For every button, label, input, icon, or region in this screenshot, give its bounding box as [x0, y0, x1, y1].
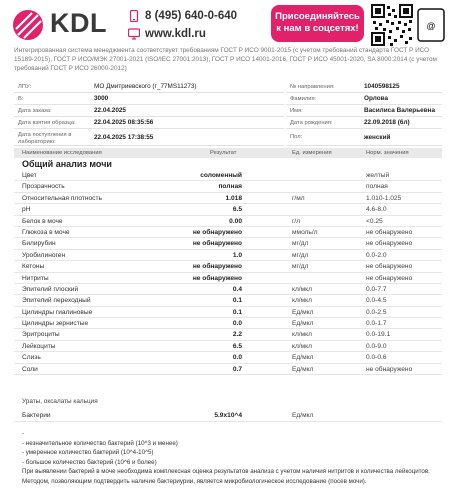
row-unit: мг/дл [292, 240, 309, 248]
row-norm: 4.6-8.0 [366, 206, 387, 214]
lab-date-row [14, 130, 284, 146]
surname-row [286, 94, 442, 105]
row-name: Белок в моче [22, 217, 63, 225]
row-result: 2.2 [232, 331, 242, 339]
bacteria-result: 5.9x10^4 [214, 412, 242, 419]
svg-text:@: @ [426, 21, 436, 31]
row-name: Относительная плотность [22, 194, 102, 202]
row-unit: г/мл [292, 194, 305, 202]
table-row [14, 227, 442, 238]
row-name: Кетоны [22, 263, 45, 271]
phone-row[interactable] [128, 8, 237, 24]
table-row [14, 193, 442, 204]
row-result: соломенный [200, 172, 242, 179]
row-unit: г/л [292, 217, 301, 225]
order-date-row [14, 106, 284, 117]
row-name: Цилиндры гиалиновые [22, 308, 93, 316]
certification-text: Интегрированная система менеджмента соответствует требованиям ГОСТ Р ИСО 9001-2015 (с учетом требований стандарта ГОСТ Р ИСО 15189-2015), ГОСТ Р ИСО/МЭК 27001-2021 (ISO/IEC 27001:2013), ГОСТ Р ИСО 14001-2016, ГОСТ Р ИСО 45001-2020, SA 8000:2014 (с учетом требований ГОСТ Р ИСО 26000-2012) [14, 47, 437, 72]
row-result: 0.4 [232, 285, 242, 293]
brand-logo: KDL [50, 8, 107, 38]
col-name-header: Наименование исследования [22, 150, 102, 156]
row-name: Эпителий переходный [22, 297, 91, 305]
row-result: не обнаружено [192, 274, 242, 282]
col-unit-header: Ед. измерения [292, 150, 332, 156]
name-value: Василиса Валерьевна [364, 107, 436, 114]
website-row[interactable] [128, 26, 237, 42]
table-row [14, 307, 442, 318]
lpu-value: МО Дмитриевского (г_77MS11273) [94, 83, 197, 90]
row-norm: 0.0-4.5 [366, 297, 387, 305]
row-result: 0.1 [232, 308, 242, 316]
row-norm: не обнаружено [366, 274, 413, 282]
row-unit: Ед/мкл [292, 354, 314, 362]
dob-row [286, 118, 442, 129]
row-result: 1.018 [225, 194, 242, 202]
table-header [14, 148, 442, 158]
sex-row [286, 130, 442, 146]
row-result: 0.1 [232, 297, 242, 305]
lpu-label: ЛПУ: [18, 84, 32, 90]
row-norm: <0.25 [366, 217, 383, 225]
row-unit: мг/дл [292, 251, 309, 259]
bacteria-name: Бактерии [22, 412, 51, 419]
row-result: 1.0 [232, 251, 242, 259]
phone-icon [128, 10, 140, 22]
header [0, 0, 455, 44]
legend-line1: - незначительное количество бактерий (10^3 и менее) [22, 439, 178, 447]
row-norm: не обнаружено [366, 263, 413, 271]
table-row [14, 261, 442, 272]
v-label: В: [18, 96, 24, 102]
lab-date-label: Дата поступления в лабораторию: [18, 132, 72, 145]
table-row [14, 352, 442, 363]
row-name: Глюкоза в моче [22, 228, 70, 236]
row-norm: не обнаружено [366, 240, 413, 248]
legend-line4: При выявлении бактерий в моче необходима комплексная оценка результатов анализа с учетом наличия нитритов и количества лейкоцитов. Методом, позволяющим подтвердить наличие бактериурии, является микробиологическое исследование (посев мочи). [22, 468, 430, 485]
salts-note: Ураты, оксалаты кальция [22, 398, 98, 405]
row-name: Уробилиноген [22, 251, 66, 259]
row-unit: ммоль/л [292, 228, 318, 236]
table-row [14, 170, 442, 181]
sample-date-row [14, 118, 284, 129]
row-name: Лейкоциты [22, 342, 56, 350]
col-result-header: Результат [210, 150, 237, 156]
direction-value: 1040598125 [364, 83, 400, 90]
section-title: Общий анализ мочи [22, 159, 112, 169]
row-result: не обнаружено [192, 228, 242, 236]
table-row [14, 238, 442, 249]
dob-value: 22.09.2018 (6л) [364, 119, 410, 126]
row-norm: желтый [366, 172, 390, 179]
social-badge-line1: Присоединяйтесь [275, 11, 360, 22]
row-unit: Ед/мкл [292, 320, 314, 328]
social-badge-line2: к нам в соцсетях! [276, 23, 359, 34]
legend-dash: - [22, 430, 25, 437]
order-date-value: 22.04.2025 [94, 107, 126, 114]
row-norm: 0.0-1.7 [366, 320, 387, 328]
table-row [14, 364, 442, 375]
sex-value: женский [364, 134, 391, 141]
qr-code-icon [370, 3, 450, 47]
row-name: Слизь [22, 354, 41, 362]
row-norm: 0.0-19.1 [366, 331, 391, 339]
row-unit: кл/мкл [292, 285, 312, 293]
row-name: Цвет [22, 172, 37, 179]
row-result: полная [218, 183, 242, 191]
row-result: 0.00 [229, 217, 242, 225]
sample-date-label: Дата взятия образца: [18, 120, 76, 126]
surname-value: Орлова [364, 95, 388, 102]
table-row [14, 341, 442, 352]
phone-number: 8 (495) 640-0-640 [145, 10, 238, 22]
sex-label: Пол: [290, 134, 303, 140]
social-badge[interactable] [271, 5, 364, 42]
table-row [14, 295, 442, 306]
row-name: Эпителий плоский [22, 285, 79, 293]
row-result: 0.0 [232, 320, 242, 328]
row-unit: Ед/мкл [292, 365, 314, 373]
kdl-logo-icon [12, 9, 44, 41]
table-row [14, 318, 442, 329]
monitor-icon [128, 28, 140, 40]
name-row [286, 106, 442, 117]
direction-row [286, 82, 442, 93]
row-result: 6.5 [232, 342, 242, 350]
order-date-label: Дата заказа: [18, 108, 52, 114]
table-row [14, 204, 442, 215]
legend-line3: - большое количество бактерий (10^6 и более) [22, 458, 157, 466]
table-row [14, 250, 442, 261]
contacts [128, 8, 237, 44]
row-norm: 0.0-2.5 [366, 308, 387, 316]
row-unit: кл/мкл [292, 342, 312, 350]
v-row [14, 94, 284, 105]
name-label: Имя: [290, 108, 303, 114]
row-result: 6.5 [232, 206, 242, 214]
row-name: Прозрачность [22, 183, 65, 191]
table-row [14, 329, 442, 340]
row-unit: кл/мкл [292, 297, 312, 305]
row-unit: мг/дл [292, 263, 309, 271]
bacteria-legend [22, 429, 442, 486]
col-norm-header: Норм. значения [366, 150, 409, 156]
table-row [14, 273, 442, 284]
table-row [14, 284, 442, 295]
row-name: pH [22, 206, 31, 214]
row-unit: Ед/мкл [292, 308, 314, 316]
row-norm: 0.0-0.6 [366, 354, 387, 362]
website-link: www.kdl.ru [145, 28, 206, 40]
row-result: не обнаружено [192, 240, 242, 248]
sample-date-value: 22.04.2025 08:35:56 [94, 119, 154, 126]
table-row [14, 216, 442, 227]
surname-label: Фамилия: [290, 96, 317, 102]
bacteria-row [14, 410, 442, 422]
lab-date-value: 22.04.2025 17:38:55 [94, 134, 154, 141]
row-norm: 1.010-1.025 [366, 194, 402, 202]
table-row [14, 181, 442, 192]
results-table [14, 170, 442, 375]
row-result: не обнаружено [192, 263, 242, 271]
row-norm: 0.0-9.0 [366, 342, 387, 350]
row-name: Эритроциты [22, 331, 60, 339]
row-result: 0.0 [232, 354, 242, 362]
row-name: Цилиндры зернистые [22, 320, 89, 328]
row-unit: кл/мкл [292, 331, 312, 339]
row-name: Билирубин [22, 240, 56, 248]
row-result: 0.7 [232, 365, 242, 373]
row-name: Нитриты [22, 274, 49, 282]
row-name: Соли [22, 365, 38, 373]
lpu-row [14, 82, 284, 93]
direction-label: № направления: [290, 84, 335, 90]
legend-line2: - умеренное количество бактерий (10^4-10^5) [22, 449, 154, 456]
v-value: 3000 [94, 95, 109, 102]
bacteria-unit: Ед/мкл [292, 412, 314, 419]
row-norm: не обнаружено [366, 365, 413, 373]
row-norm: 0.0-7.7 [366, 285, 387, 293]
row-norm: 0.0-2.0 [366, 251, 387, 259]
dob-label: Дата рождения: [290, 120, 333, 126]
row-norm: полная [366, 183, 388, 191]
row-norm: не обнаружено [366, 228, 413, 236]
